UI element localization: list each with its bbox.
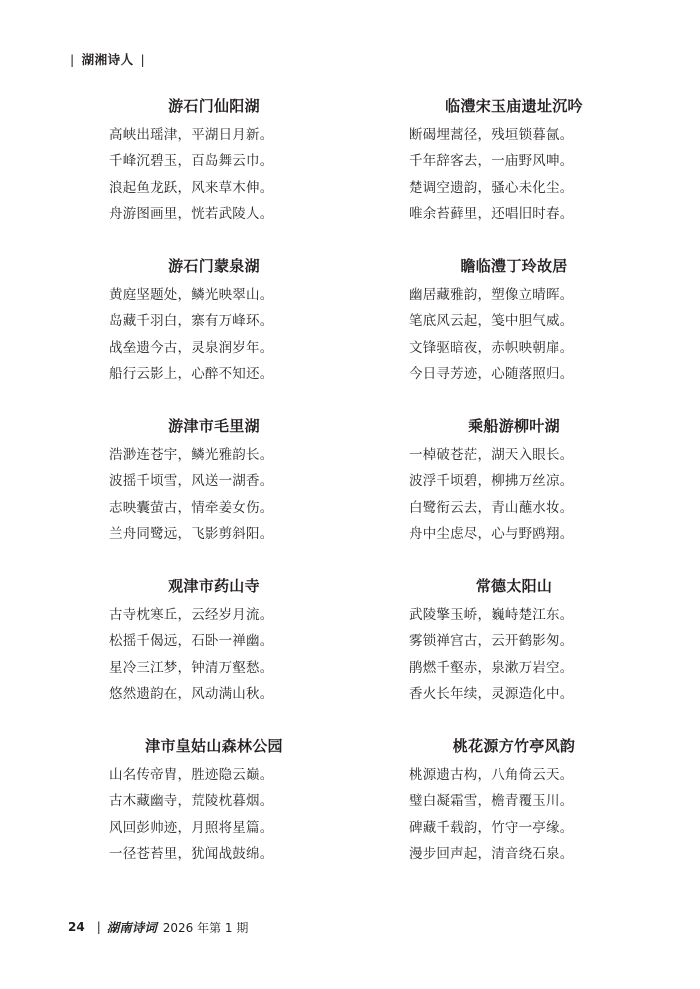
- poem-line: 悠然遗韵在，风动满山秋。: [109, 685, 274, 702]
- poem-title: 临澧宋玉庙遗址沉吟: [445, 97, 583, 115]
- poem-line: 璧白凝霜雪，檐青覆玉川。: [409, 793, 574, 810]
- poem-title: 津市皇姑山森林公园: [145, 737, 283, 755]
- poem-title: 游石门蒙泉湖: [168, 257, 260, 275]
- poem-line: 波摇千顷雪，风送一湖香。: [109, 473, 274, 490]
- poem-line: 古寺枕寒丘，云经岁月流。: [109, 607, 274, 623]
- poem-title: 观津市药山寺: [168, 577, 260, 595]
- poem: [409, 256, 619, 416]
- poem-column-right: [409, 96, 619, 896]
- header-bar-right: |: [140, 52, 146, 67]
- section-title: 湖湘诗人: [81, 52, 134, 67]
- poem-line: 唯余苔藓里，还唱旧时春。: [409, 205, 574, 222]
- poem-line: 高峡出瑶津，平湖日月新。: [109, 127, 274, 143]
- poem-title: 常德太阳山: [475, 577, 553, 595]
- section-header: [68, 50, 147, 68]
- poem-line: 一棹破苍茫，湖天入眼长。: [409, 447, 574, 463]
- poem-line: 白鹭衔云去，青山蘸水妆。: [409, 499, 574, 516]
- header-bar-left: |: [70, 52, 75, 67]
- poem-line: 桃源遗古构，八角倚云天。: [409, 767, 574, 783]
- poem-title: 乘船游柳叶湖: [468, 417, 560, 435]
- poem-line: 雾锁禅宫古，云开鹤影匆。: [409, 633, 574, 650]
- poem-line: 浪起鱼龙跃，风来草木伸。: [109, 179, 274, 196]
- poem: [109, 576, 319, 736]
- poem: [109, 256, 319, 416]
- poem: [409, 576, 619, 736]
- poem-title: 游石门仙阳湖: [168, 97, 260, 115]
- poem: [109, 736, 319, 896]
- poem-line: 武陵擎玉峤，巍峙楚江东。: [409, 607, 574, 623]
- poem-line: 断碣埋蒿径，残垣锁暮氤。: [409, 127, 574, 143]
- poem: [409, 416, 619, 576]
- poem-line: 波浮千顷碧，柳拂万丝凉。: [409, 473, 574, 490]
- poem-line: 文锋驱暗夜，赤帜映朝扉。: [409, 339, 574, 356]
- poem-title: 游津市毛里湖: [168, 417, 260, 435]
- poem: [409, 96, 619, 256]
- poem-line: 浩渺连苍宇，鳞光雅韵长。: [109, 447, 274, 463]
- poem: [109, 96, 319, 256]
- poem-line: 笔底风云起，笺中胆气威。: [409, 313, 574, 330]
- poem-line: 兰舟同鹭远，飞影剪斜阳。: [109, 525, 274, 542]
- poem-line: 一径苍苔里，犹闻战鼓绵。: [109, 845, 274, 862]
- poem-line: 山名传帝胄，胜迹隐云巅。: [109, 767, 274, 783]
- poem: [409, 736, 619, 896]
- poem-line: 岛藏千羽白，寨有万峰环。: [109, 313, 274, 330]
- poem-line: 星冷三江梦，钟清万壑愁。: [109, 659, 274, 676]
- poem-line: 风回彭帅迹，月照将星篇。: [109, 819, 274, 836]
- poem-line: 舟游图画里，恍若武陵人。: [109, 205, 274, 222]
- footer-divider: |: [96, 920, 101, 934]
- poem: [109, 416, 319, 576]
- poem-line: 舟中尘虑尽，心与野鸥翔。: [409, 525, 574, 542]
- poem-line: 古木藏幽寺，荒陵枕暮烟。: [109, 793, 274, 810]
- poem-line: 战垒遗今古，灵泉润岁年。: [109, 339, 274, 356]
- poem-title: 瞻临澧丁玲故居: [460, 257, 568, 275]
- magazine-name: 湖南诗词: [106, 920, 157, 935]
- poem-line: 千年辞客去，一庙野风呻。: [409, 153, 574, 170]
- poem-line: 鹃燃千壑赤，泉漱万岩空。: [409, 659, 574, 676]
- poem-line: 船行云影上，心醉不知还。: [109, 365, 274, 382]
- poem-column-left: [109, 96, 319, 896]
- issue-label: 2026 年第 1 期: [162, 920, 249, 935]
- page-number: 24: [68, 920, 85, 934]
- poem-line: 漫步回声起，清音绕石泉。: [409, 845, 574, 862]
- poem-line: 松摇千偈远，石卧一禅幽。: [109, 633, 274, 650]
- poem-line: 碑藏千载韵，竹守一亭缘。: [409, 819, 574, 836]
- poem-line: 香火长年续，灵源造化中。: [409, 685, 574, 702]
- poem-line: 志映囊萤古，情牵姜女伤。: [109, 499, 274, 516]
- poem-line: 楚调空遗韵，骚心未化尘。: [409, 179, 574, 196]
- poem-line: 黄庭坚题处，鳞光映翠山。: [109, 287, 274, 303]
- poem-line: 今日寻芳迹，心随落照归。: [409, 365, 574, 382]
- poem-line: 幽居藏雅韵，塑像立晴晖。: [409, 287, 574, 303]
- poem-line: 千峰沉碧玉，百岛舞云巾。: [109, 153, 274, 170]
- page-footer: [68, 918, 248, 936]
- poem-title: 桃花源方竹亭风韵: [452, 737, 576, 755]
